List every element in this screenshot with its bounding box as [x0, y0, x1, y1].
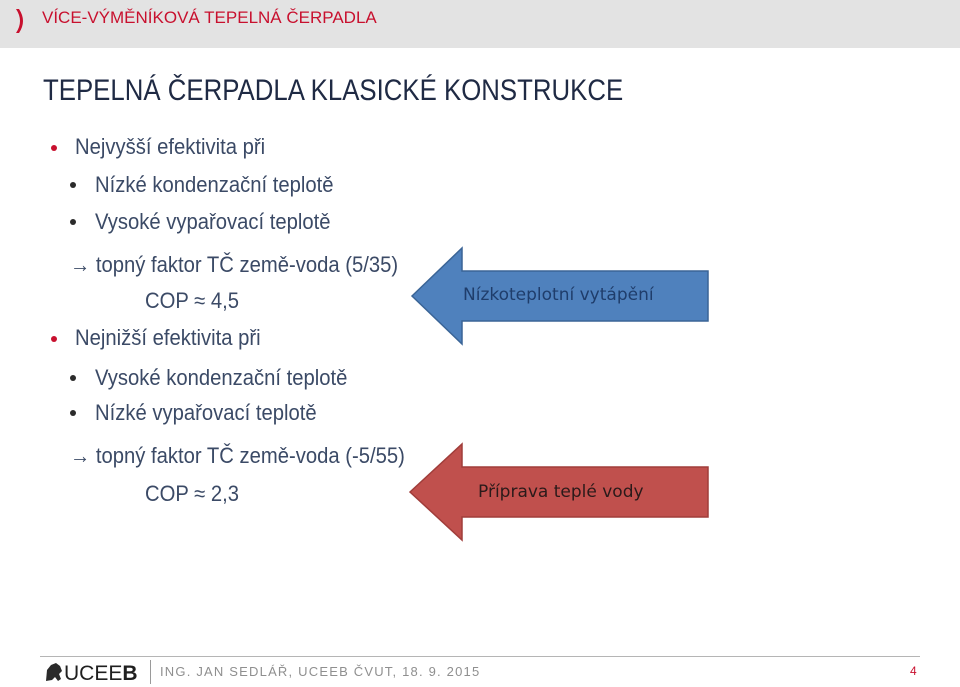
bullet-icon	[70, 375, 76, 381]
bullet-icon	[70, 410, 76, 416]
uceeb-logo	[64, 662, 138, 686]
group1-bullet-1: Nízké kondenzační teplotě	[95, 172, 334, 197]
group1-cop: COP ≈ 4,5	[145, 288, 239, 313]
footer-separator	[150, 660, 151, 684]
group1-bullet-2: Vysoké vypařovací teplotě	[95, 209, 331, 234]
bullet-icon	[70, 182, 76, 188]
footer-text: ING. JAN SEDLÁŘ, UCEEB ČVUT, 18. 9. 2015	[160, 664, 481, 679]
group2-result: → topný faktor TČ země-voda (-5/55)	[70, 443, 405, 468]
red-callout-label: Příprava teplé vody	[478, 482, 644, 502]
bullet-icon	[70, 219, 76, 225]
header-bar	[0, 0, 960, 48]
logo-text-bold: B	[122, 662, 138, 685]
group2-bullet-1: Vysoké kondenzační teplotě	[95, 365, 348, 390]
group1-result: → topný faktor TČ země-voda (5/35)	[70, 252, 399, 277]
lion-logo-icon	[44, 661, 64, 683]
group2-heading: Nejnižší efektivita při	[75, 325, 261, 350]
page-number: 4	[910, 664, 917, 678]
blue-callout-label: Nízkoteplotní vytápění	[463, 285, 654, 305]
chevron-mark-icon	[14, 8, 28, 34]
slide-title: TEPELNÁ ČERPADLA KLASICKÉ KONSTRUKCE	[43, 74, 624, 107]
logo-text-light: UCEE	[64, 662, 123, 685]
group2-cop: COP ≈ 2,3	[145, 481, 239, 506]
header-title: VÍCE-VÝMĚNÍKOVÁ TEPELNÁ ČERPADLA	[42, 8, 377, 27]
bullet-red-icon	[51, 145, 57, 151]
group2-bullet-2: Nízké vypařovací teplotě	[95, 400, 317, 425]
bullet-red-icon	[51, 336, 57, 342]
group1-heading: Nejvyšší efektivita při	[75, 134, 266, 159]
footer-divider	[40, 656, 920, 657]
